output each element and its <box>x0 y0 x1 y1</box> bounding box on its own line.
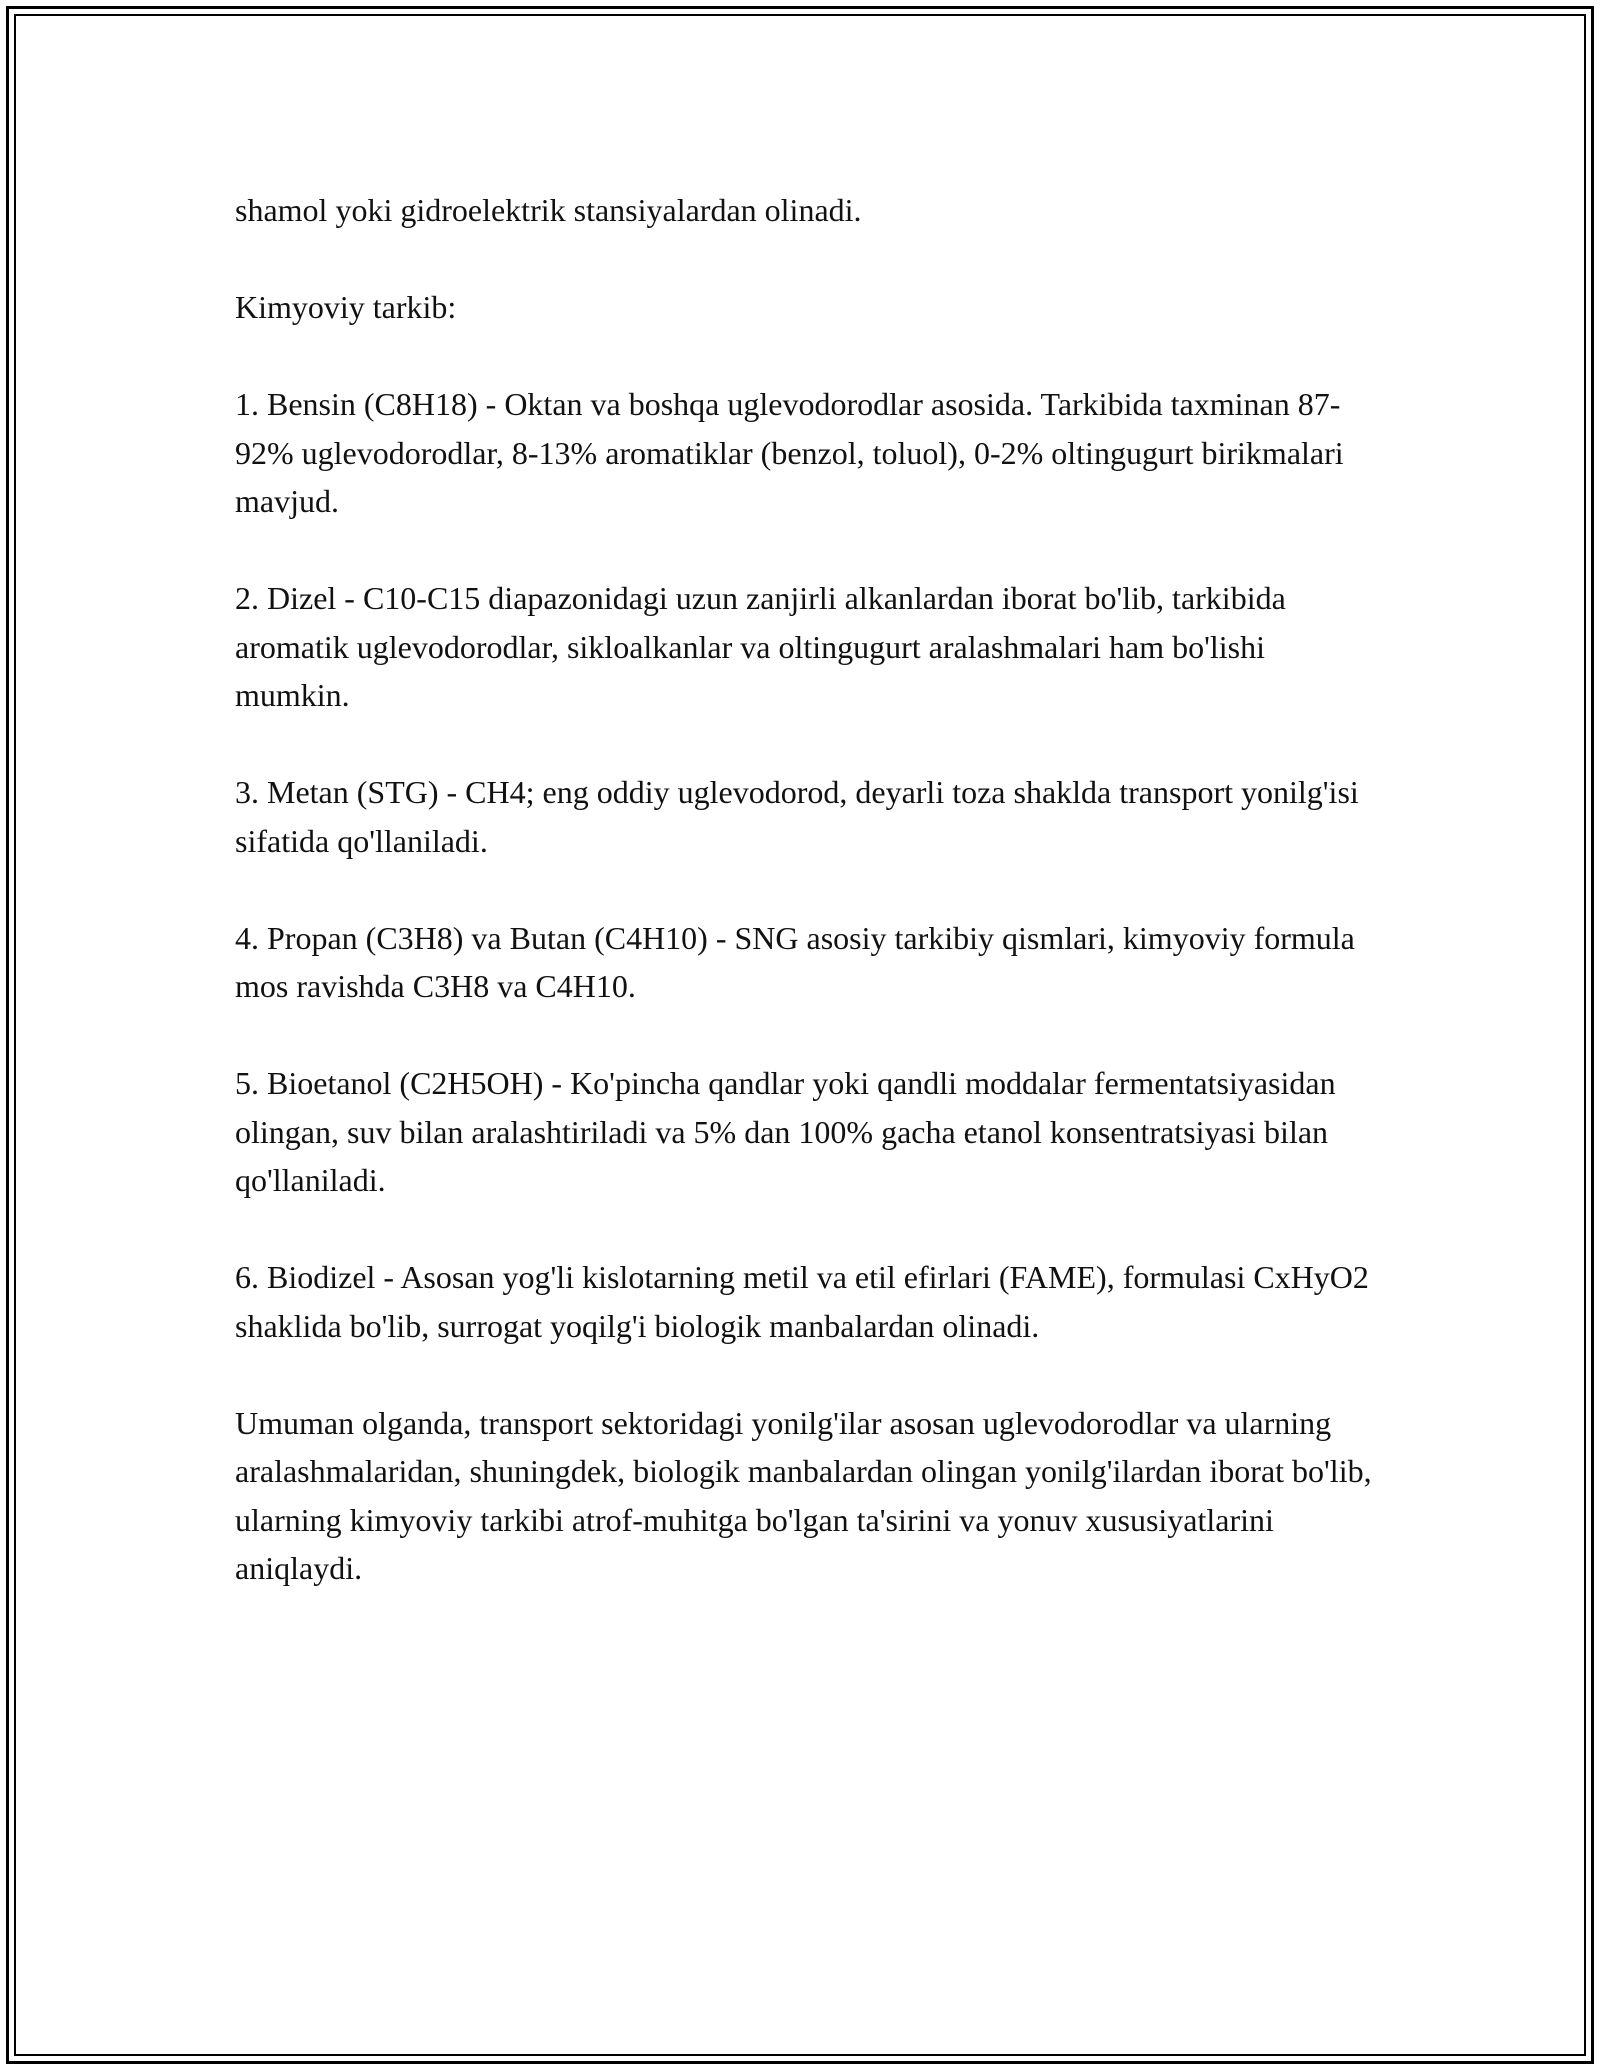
list-item-methane: 3. Metan (STG) - CH4; eng oddiy uglevodorod, deyarli toza shaklda transport yonilg'isi sifatida qo'llaniladi. <box>235 774 1359 859</box>
paragraph-conclusion: Umuman olganda, transport sektoridagi yonilg'ilar asosan uglevodorodlar va ularning aralashmalaridan, shuningdek, biologik manbalardan olingan yonilg'ilardan iborat bo'lib, ularning kimyoviy tarkibi atrof-muhitga bo'lgan ta'sirini va yonuv xususiyatlarini aniqlaydi. <box>235 1404 1372 1586</box>
list-item-bioethanol: 5. Bioetanol (C2H5OH) - Ko'pincha qandlar yoki qandli moddalar fermentatsiyasidan olingan, suv bilan aralashtiriladi va 5% dan 100% gacha etanol konsentratsiyasi bilan qo'llaniladi. <box>235 1065 1336 1198</box>
list-item-biodiesel: 6. Biodizel - Asosan yog'li kislotarning metil va etil efirlari (FAME), formulasi CxHyO2 shaklida bo'lib, surrogat yoqilg'i biologik manbalardan olinadi. <box>235 1259 1369 1344</box>
section-heading-chemical-composition: Kimyoviy tarkib: <box>235 289 457 325</box>
list-item-gasoline: 1. Bensin (C8H18) - Oktan va boshqa uglevodorodlar asosida. Tarkibida taxminan 87-92% uglevodorodlar, 8-13% aromatiklar (benzol, toluol), 0-2% oltingugurt birikmalari mavjud. <box>235 386 1344 519</box>
document-body <box>235 186 1375 1593</box>
list-item-propane-butane: 4. Propan (C3H8) va Butan (C4H10) - SNG asosiy tarkibiy qismlari, kimyoviy formula mos ravishda C3H8 va C4H10. <box>235 919 1355 1004</box>
paragraph-intro-continuation: shamol yoki gidroelektrik stansiyalardan olinadi. <box>235 192 862 228</box>
list-item-diesel: 2. Dizel - C10-C15 diapazonidagi uzun zanjirli alkanlardan iborat bo'lib, tarkibida aromatik uglevodorodlar, sikloalkanlar va oltingugurt aralashmalari ham bo'lishi mumkin. <box>235 580 1286 713</box>
